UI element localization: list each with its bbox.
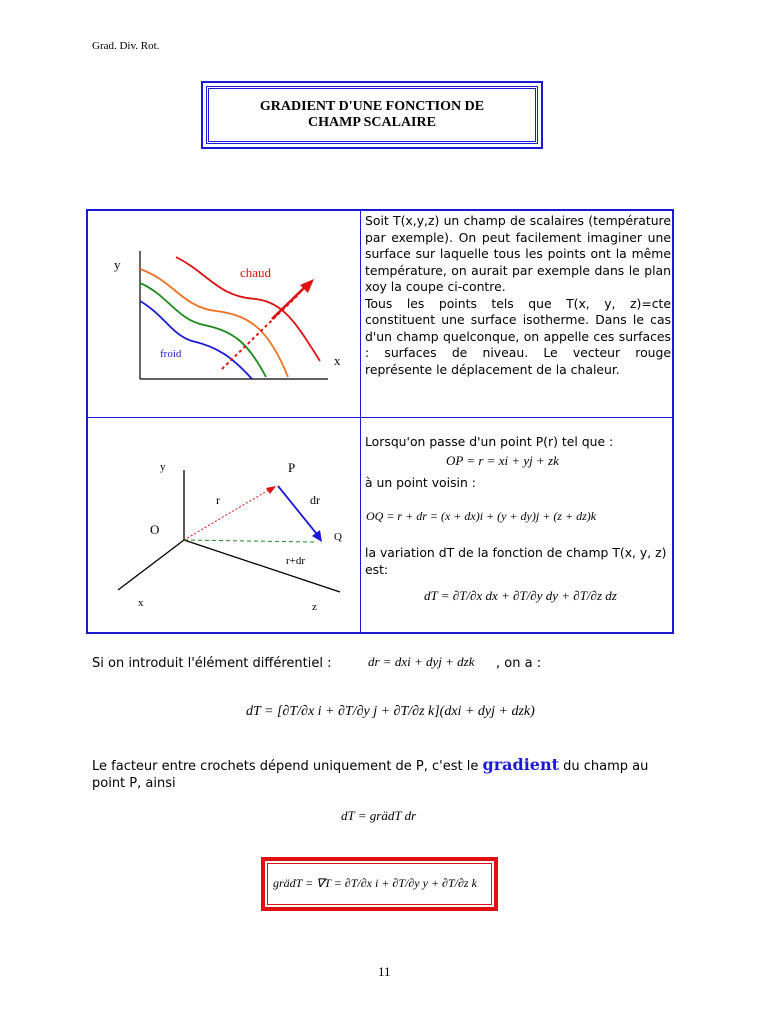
isotherm-x-label: x [334,353,341,368]
vector-dr-head [312,530,322,542]
title-line-1: GRADIENT D'UNE FONCTION DE [259,99,485,114]
title-box [206,86,538,144]
vector-x-axis [118,540,184,590]
point-q-label: Q [334,531,342,543]
gradient-explanation-3: point P, ainsi [92,776,176,791]
vector-z-label: z [312,601,317,613]
isotherm-figure [88,211,360,417]
differential-intro-text: Si on introduit l'élément différentiel : [92,656,332,671]
gradient-explanation-1: Le facteur entre crochets dépend uniquement de P, c'est le [92,759,479,774]
equation-gradient-final: grädT = ∇T = ∂T/∂x i + ∂T/∂y y + ∂T/∂z k [273,876,477,890]
cold-label: froid [160,348,182,360]
vector-y-label: y [160,461,166,473]
running-head: Grad. Div. Rot. [92,40,160,52]
isotherm-description [365,213,671,378]
isotherm-paragraph-2: Tous les points tels que T(x, y, z)=cte constituent une surface isotherme. Dans le cas d'un champ quelconque, on appelle ces surfaces : surfaces de niveau. Le vecteur rouge représente le déplacement de la chaleur. [365,295,671,377]
origin-label: O [150,522,160,537]
gradient-keyword: gradient [482,755,559,774]
vector-figure [88,418,360,634]
gradient-explanation-2: du champ au [563,759,649,774]
isotherm-paragraph-1: Soit T(x,y,z) un champ de scalaires (température par exemple). On peut facilement imaginer une surface sur laquelle tous les points ont la même température, on aurait par exemple dans le plan xoy la coupe ci-contre. [365,213,671,294]
gradient-explanation [92,756,688,792]
equation-dt-bracket: dT = [∂T/∂x i + ∂T/∂y j + ∂T/∂z k](dxi + dyj + dzk) [246,704,535,719]
heat-flow-arrow-solid [272,286,306,319]
explanation-table [86,209,674,634]
equation-dt-grad: dT = grädT dr [341,808,417,823]
equation-dr: dr = dxi + dyj + dzk [368,654,475,669]
table-divider-vertical [360,211,361,632]
differential-intro [92,655,331,672]
r-plus-dr-label: r+dr [286,555,306,567]
equation-op: OP = r = xi + yj + zk [446,453,559,468]
vector-r-plus-dr [184,540,314,542]
neighbor-point-text: à un point voisin : [365,475,476,490]
point-p-label: P [288,460,296,475]
title-line-2: CHAMP SCALAIRE [308,115,436,130]
equation-oq: OQ = r + dr = (x + dx)i + (y + dy)j + (z + dz)k [366,509,597,523]
equation-dt-partial: dT = ∂T/∂x dx + ∂T/∂y dy + ∂T/∂z dz [424,588,617,603]
vector-r [184,488,272,540]
isotherm-y-label: y [114,257,121,272]
vector-z-axis [184,540,340,592]
variation-intro: Lorsqu'on passe d'un point P(r) tel que : [365,434,614,449]
isotherm-curve-blue [140,301,252,379]
vector-x-label: x [138,597,144,609]
hot-label: chaud [240,265,272,280]
vector-r-head [266,486,276,494]
page-number: 11 [378,964,391,979]
r-label: r [216,493,220,507]
on-a-text: , on a : [496,656,542,671]
variation-text: la variation dT de la fonction de champ T(x, y, z) est: [365,545,667,577]
isotherm-curve-orange [140,269,288,377]
dr-label: dr [310,493,320,507]
gradient-result-box [261,857,498,911]
isotherm-curve-green [140,283,266,377]
